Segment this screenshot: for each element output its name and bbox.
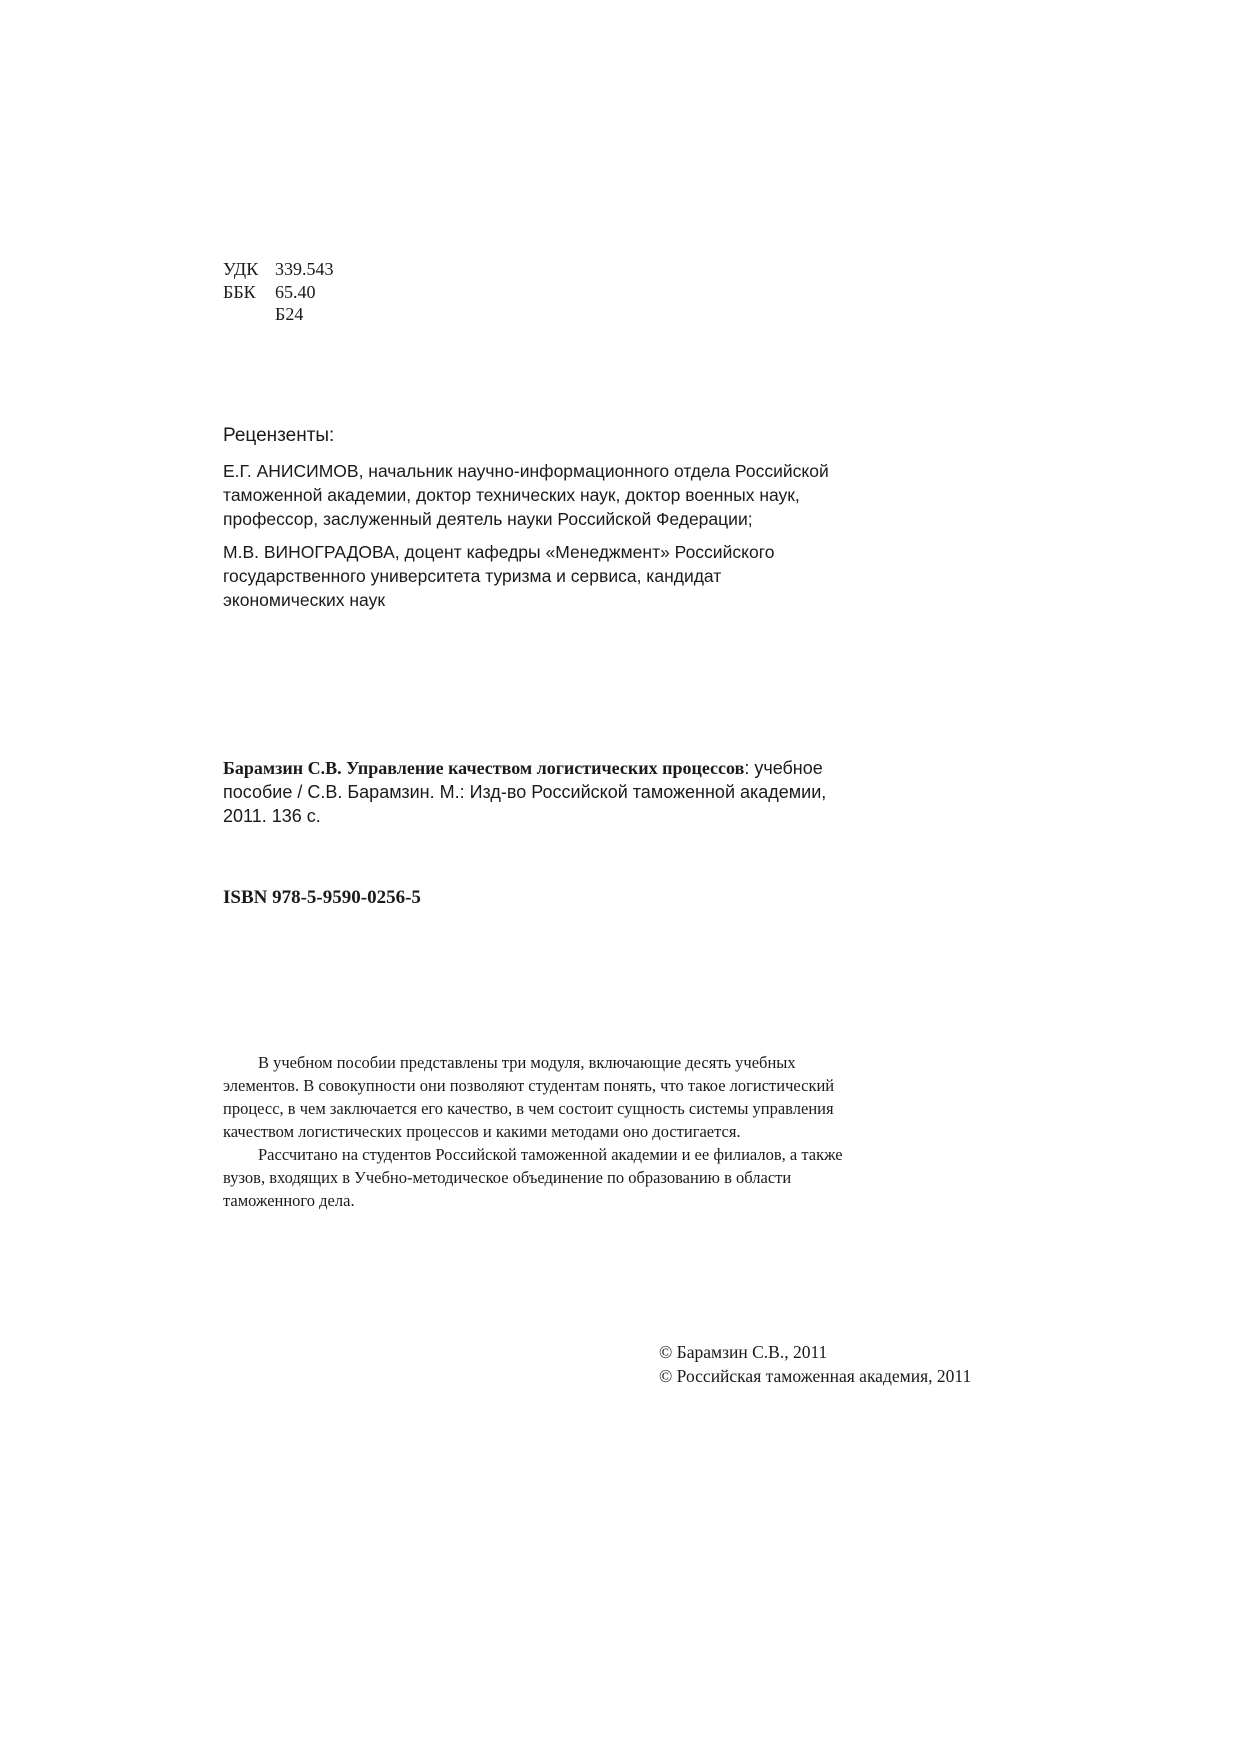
- code-label: ББК: [223, 281, 256, 302]
- code-value: 65.40: [275, 281, 316, 302]
- code-label: УДК: [223, 259, 259, 279]
- isbn: ISBN 978-5-9590-0256-5: [223, 887, 421, 908]
- author-mark-row: [223, 303, 334, 326]
- code-value: Б24: [275, 304, 304, 324]
- copyright-line: © Барамзин С.В., 2011: [659, 1342, 828, 1362]
- udk-code-row: [223, 258, 334, 281]
- reviewer-entry: Е.Г. АНИСИМОВ, начальник научно-информационного отдела Российской таможенной академии, доктор технических наук, доктор военных наук, профессор, заслуженный деятель науки Российской Федерации;: [223, 461, 829, 529]
- bib-author-title: Барамзин С.В. Управление качеством логистических процессов: [223, 758, 745, 778]
- reviewers-section: [223, 424, 845, 621]
- annotation-paragraph: Рассчитано на студентов Российской таможенной академии и ее филиалов, а также вузов, входящих в Учебно-методическое объединение по образованию в области таможенного дела.: [223, 1145, 843, 1210]
- annotation-paragraph: В учебном пособии представлены три модуля, включающие десять учебных элементов. В совокупности они позволяют студентам понять, что такое логистический процесс, в чем заключается его качество, в чем состоит сущность системы управления качеством логистических процессов и какими методами оно достигается.: [223, 1053, 835, 1141]
- bib-details: : учебное пособие / С.В. Барамзин. М.: Изд-во Российской таможенной академии, 2011. 136 с.: [223, 758, 827, 826]
- reviewers-heading: Рецензенты:: [223, 425, 335, 446]
- copyright-line: © Российская таможенная академия, 2011: [659, 1366, 972, 1386]
- code-label: [223, 303, 275, 326]
- copyright-notice: [659, 1340, 971, 1388]
- annotation: [223, 1051, 845, 1212]
- bibliographic-record: [223, 756, 845, 828]
- reviewer-entry: М.В. ВИНОГРАДОВА, доцент кафедры «Менеджмент» Российского государственного университета туризма и сервиса, кандидат экономических наук: [223, 542, 775, 610]
- code-value: 339.543: [275, 259, 334, 279]
- bbk-code-row: [223, 281, 334, 304]
- classification-codes: [223, 258, 334, 326]
